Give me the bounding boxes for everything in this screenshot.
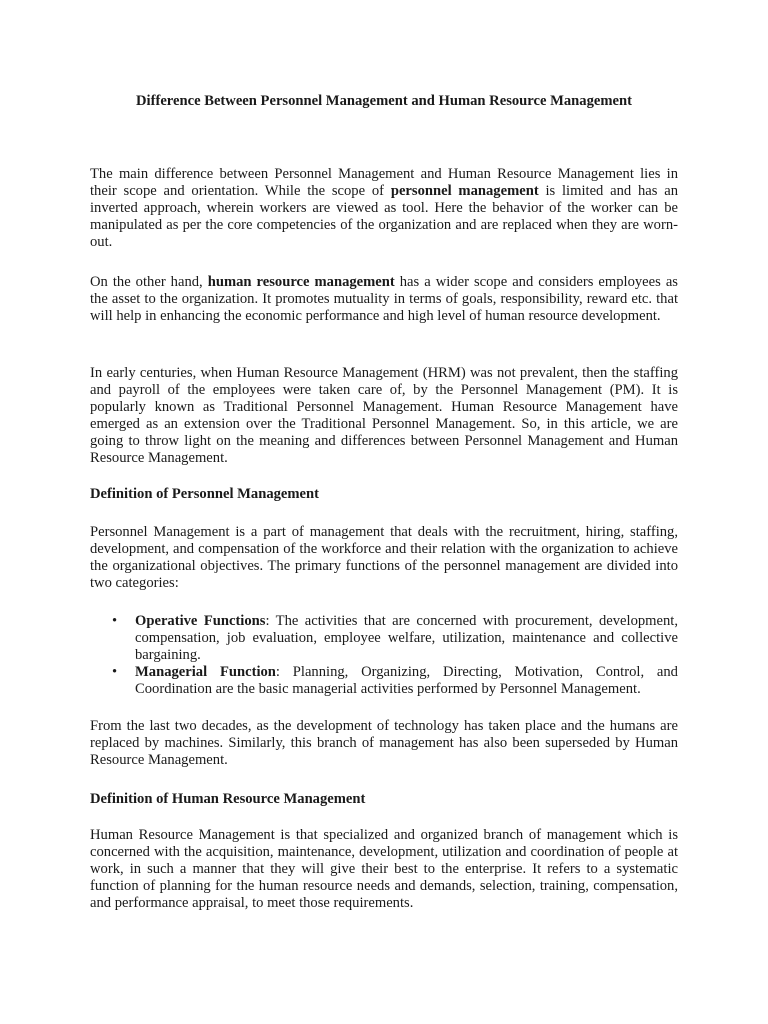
- history-paragraph: In early centuries, when Human Resource Management (HRM) was not prevalent, then the staffing and payroll of the employees were taken care of, by the Personnel Management (PM). It is popularly known as Traditional Personnel Management. Human Resource Management have emerged as an extension over the Traditional Personnel Management. So, in this article, we are going to throw light on the meaning and differences between Personnel Management and Human Resource Management.: [90, 365, 678, 466]
- section-heading-hrm: Definition of Human Resource Management: [90, 791, 366, 807]
- text: The main difference between Personnel Management and Human Resource Management lies in their scope and orientation. While the scope of: [90, 166, 678, 199]
- bold-term: personnel management: [390, 183, 539, 199]
- personnel-definition-paragraph: Personnel Management is a part of management that deals with the recruitment, hiring, staffing, development, and compensation of the workforce and their relation with the organization to achieve the organizational objectives. The primary functions of the personnel management are divided into two categories:: [90, 524, 678, 591]
- list-item: [90, 613, 678, 664]
- bullet-icon: •: [112, 613, 118, 629]
- bullet-icon: •: [112, 664, 118, 680]
- intro-paragraph: [90, 166, 678, 251]
- text: On the other hand,: [90, 274, 208, 290]
- text: has a wider scope and considers employees as the asset to the organization. It promotes mutuality in terms of goals, responsibility, reward etc. that will help in enhancing the economic performance and high level of human resource development.: [90, 274, 678, 324]
- document-title: Difference Between Personnel Management and Human Resource Management: [136, 93, 632, 109]
- text: : Planning, Organizing, Directing, Motivation, Control, and Coordination are the basic managerial activities performed by Personnel Management.: [135, 664, 678, 697]
- technology-paragraph: From the last two decades, as the development of technology has taken place and the humans are replaced by machines. Similarly, this branch of management has also been superseded by Human Resource Management.: [90, 718, 678, 768]
- bold-term: Operative Functions: [135, 613, 266, 629]
- bold-term: human resource management: [207, 274, 395, 290]
- functions-list: [90, 613, 678, 698]
- text: : The activities that are concerned with procurement, development, compensation, job evaluation, employee welfare, utilization, maintenance and collective bargaining.: [135, 613, 678, 663]
- list-item: [90, 664, 678, 698]
- text: is limited and has an inverted approach, wherein workers are viewed as tool. Here the behavior of the worker can be manipulated as per the core competencies of the organization and are replaced when they are worn-out.: [90, 183, 678, 250]
- bold-term: Managerial Function: [135, 664, 276, 680]
- section-heading-personnel: Definition of Personnel Management: [90, 486, 320, 502]
- hrm-definition-paragraph: Human Resource Management is that specialized and organized branch of management which is concerned with the acquisition, maintenance, development, utilization and coordination of people at work, in such a manner that they will give their best to the enterprise. It refers to a systematic function of planning for the human resource needs and demands, selection, training, compensation, and performance appraisal, to meet those requirements.: [90, 827, 678, 911]
- hrm-paragraph: [90, 274, 678, 325]
